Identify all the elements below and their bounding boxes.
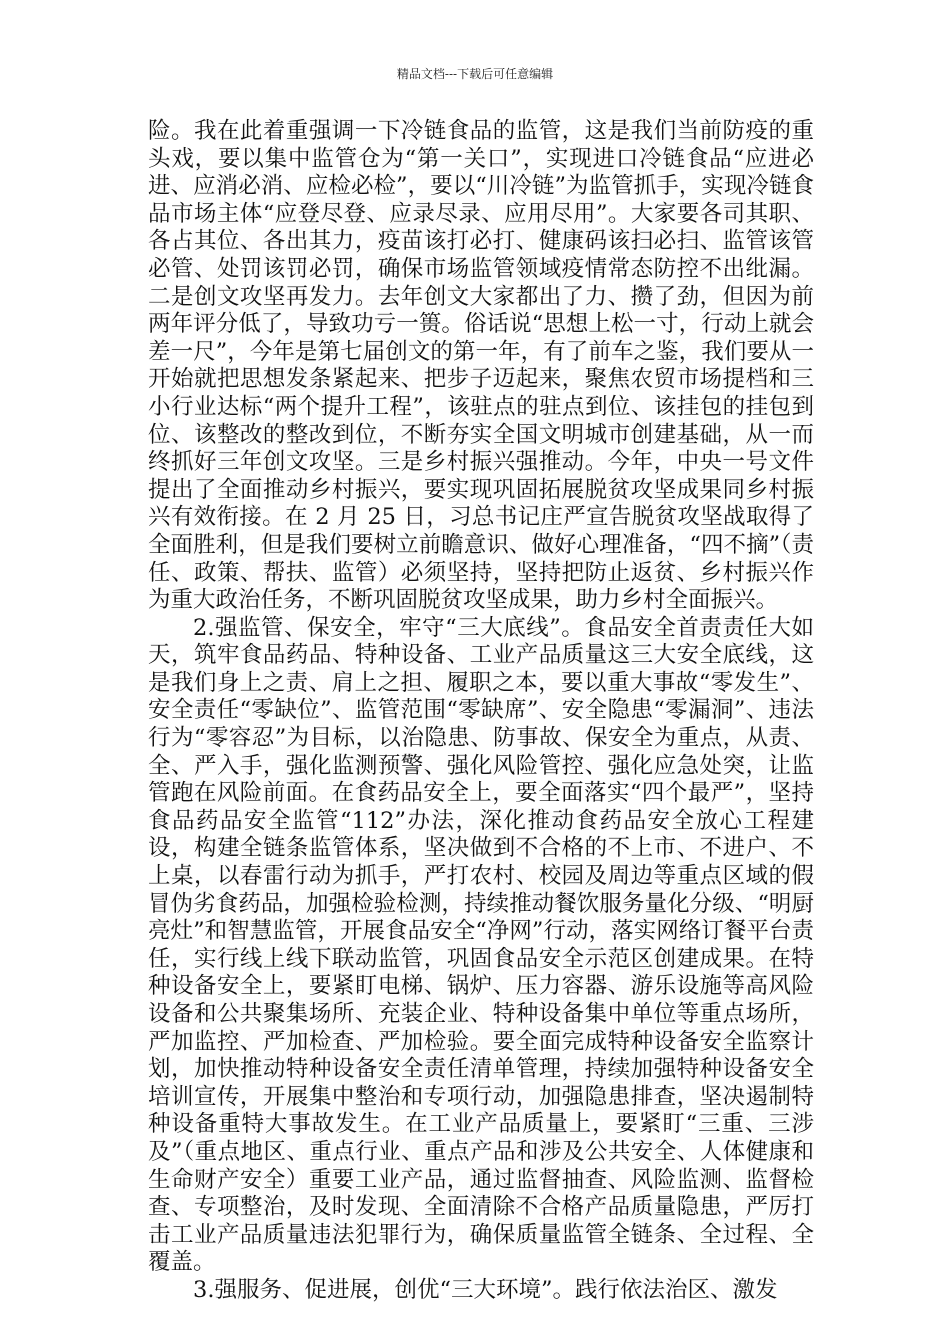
paragraph-supervision-and-safety: 2.强监管、保安全，牢守“三大底线”。食品安全首责责任大如天，筑牢食品药品、特种设备、工业产品质量这三大安全底线，这是我们身上之责、肩上之担、履职之本，要以重大事故“零发生”、安全责任“零缺位”、监管范围“零缺席”、安全隐患“零漏洞”、违法行为“零容忍”为目标，以治隐患、防事故、保安全为重点，从责、全、严入手，强化监测预警、强化风险管控、强化应急处突，让监管跑在风险前面。在食药品安全上，要全面落实“四个最严”，坚持食品药品安全监管“112”办法，深化推动食药品安全放心工程建设，构建全链条监管体系，坚决做到不合格的不上市、不进户、不上桌，以春雷行动为抓手，严打农村、校园及周边等重点区域的假冒伪劣食药品，加强检验检测，持续推动餐饮服务量化分级、“明厨亮灶”和智慧监管，开展食品安全“净网”行动，落实网络订餐平台责任，实行线上线下联动监管，巩固食品安全示范区创建成果。在特种设备安全上，要紧盯电梯、锅炉、压力容器、游乐设施等高风险设备和公共聚集场所、充装企业、特种设备集中单位等重点场所，严加监控、严加检查、严加检验。要全面完成特种设备安全监察计划，加快推动特种设备安全责任清单管理，持续加强特种设备安全培训宣传，开展集中整治和专项行动，加强隐患排查，坚决遏制特种设备重特大事故发生。在工业产品质量上，要紧盯“三重、三涉及”（重点地区、重点行业、重点产品和涉及公共安全、人体健康和生命财产安全）重要工业产品，通过监督抽查、风险监测、监督检查、专项整治，及时发现、全面清除不合格产品质量隐患，严厉打击工业产品质量违法犯罪行为，确保质量监管全链条、全过程、全覆盖。 [148, 614, 814, 1276]
page-header: 精品文档---下载后可任意编辑 [396, 67, 554, 81]
document-body [148, 118, 814, 1305]
paragraph-service-and-development: 3.强服务、促进展，创优“三大环境”。践行依法治区、激发 [193, 1276, 778, 1303]
paragraph-cold-chain-and-rural-revitalization: 险。我在此着重强调一下冷链食品的监管，这是我们当前防疫的重头戏，要以集中监管仓为“第一关口”，实现进口冷链食品“应进必进、应消必消、应检必检”，要以“川冷链”为监管抓手，实现冷链食品市场主体“应登尽登、应录尽录、应用尽用”。大家要各司其职、各占其位、各出其力，疫苗该打必打、健康码该扫必扫、监管该管必管、处罚该罚必罚，确保市场监管领域疫情常态防控不出纰漏。二是创文攻坚再发力。去年创文大家都出了力、攒了劲，但因为前两年评分低了，导致功亏一篑。俗话说“思想上松一寸，行动上就会差一尺”，今年是第七届创文的第一年，有了前车之鉴，我们要从一开始就把思想发条紧起来、把步子迈起来，聚焦农贸市场提档和三小行业达标“两个提升工程”，该驻点的驻点到位、该挂包的挂包到位、该整改的整改到位，不断夯实全国文明城市创建基础，从一而终抓好三年创文攻坚。三是乡村振兴强推动。今年，中央一号文件提出了全面推动乡村振兴，要实现巩固拓展脱贫攻坚成果同乡村振兴有效衔接。在 2 月 25 日，习总书记庄严宣告脱贫攻坚战取得了全面胜利，但是我们要树立前瞻意识、做好心理准备，“四不摘”（责任、政策、帮扶、监管）必须坚持，坚持把防止返贫、乡村振兴作为重大政治任务，不断巩固脱贫攻坚成果，助力乡村全面振兴。 [148, 118, 814, 614]
